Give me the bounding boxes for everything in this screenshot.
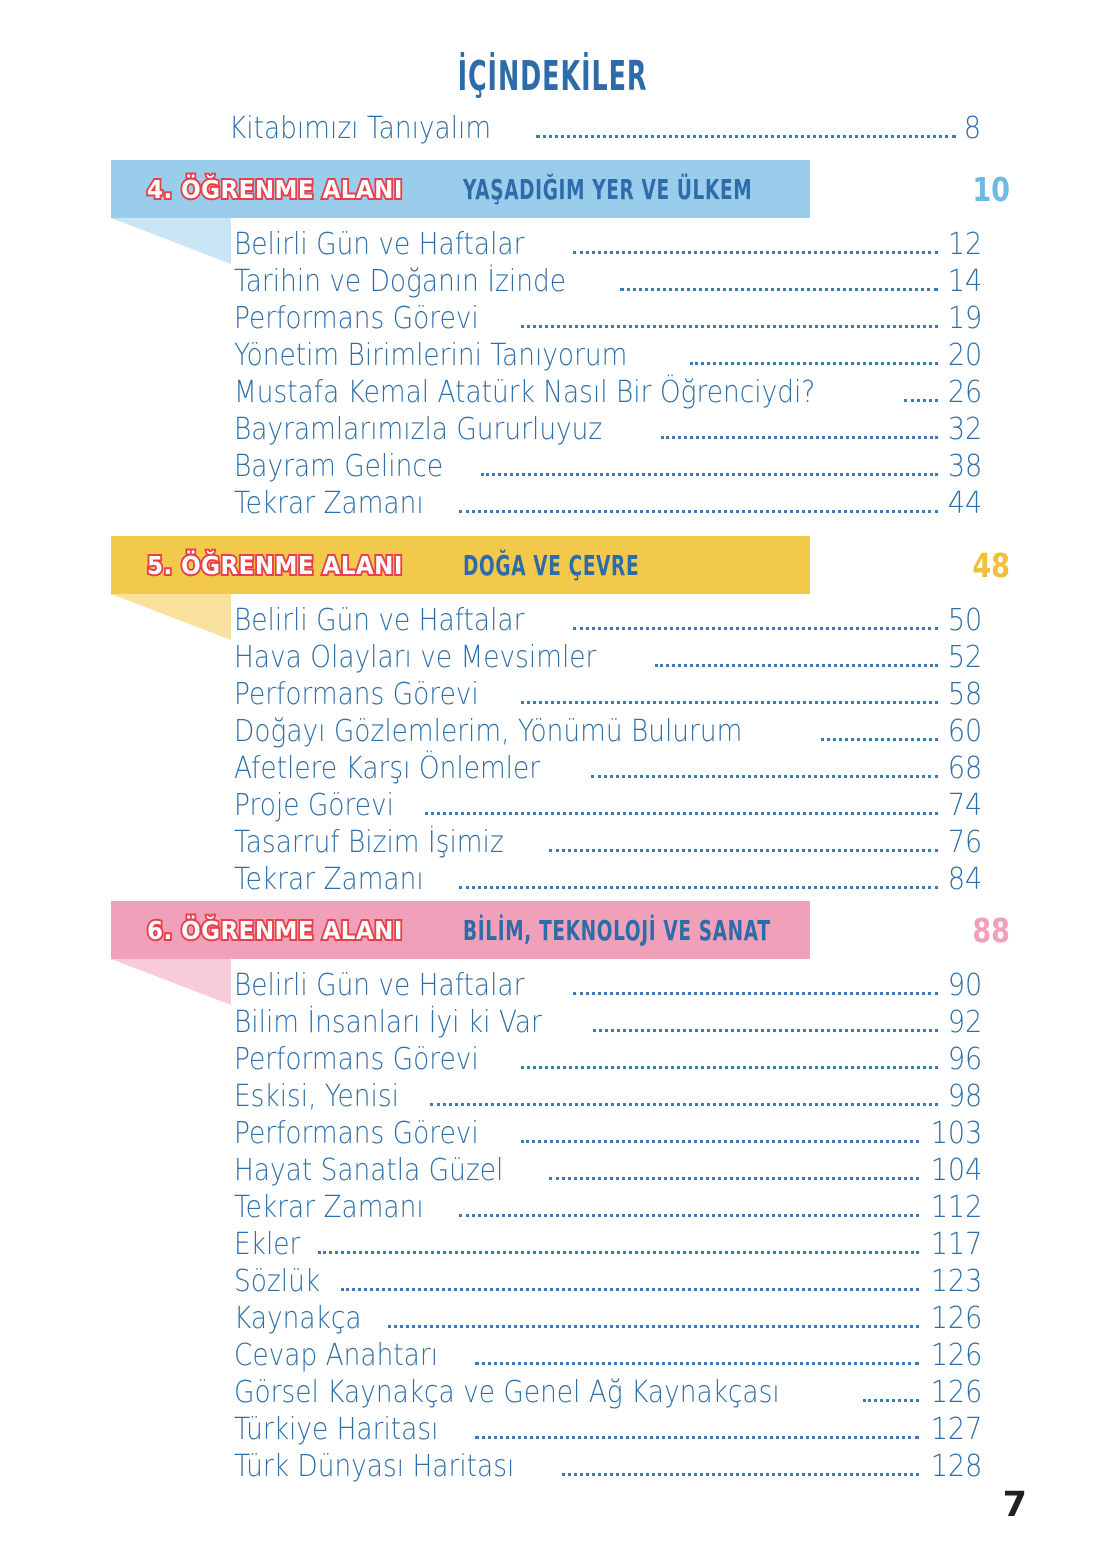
dot-leader: [863, 1399, 919, 1402]
section-banner[interactable]: [111, 536, 810, 594]
section-banner[interactable]: [111, 160, 810, 218]
toc-entry-page: 90: [947, 968, 982, 1003]
toc-entry-page: 44: [947, 486, 982, 521]
dot-leader: [521, 1066, 938, 1069]
toc-entry-page: 68: [947, 751, 982, 786]
toc-entry[interactable]: [234, 226, 982, 263]
toc-entry-page: 12: [947, 227, 982, 262]
dot-leader: [661, 436, 937, 439]
toc-entry-label: Hayat Sanatla Güzel: [234, 1153, 504, 1188]
section-banner[interactable]: [111, 901, 810, 959]
dot-leader: [904, 399, 938, 402]
toc-entry-page: 74: [947, 788, 982, 823]
dot-leader: [536, 135, 956, 138]
toc-entry[interactable]: [234, 448, 982, 485]
dot-leader: [388, 1325, 919, 1328]
toc-entry-page: 14: [947, 264, 982, 299]
toc-entry[interactable]: [234, 1041, 982, 1078]
toc-entry-page: 126: [930, 1375, 982, 1410]
toc-entry-page: 96: [947, 1042, 982, 1077]
dot-leader: [459, 510, 938, 513]
toc-entry-page: 52: [947, 640, 982, 675]
toc-entry-label: Tekrar Zamanı: [234, 862, 424, 897]
toc-entry[interactable]: [234, 1300, 982, 1337]
toc-entry[interactable]: [234, 713, 982, 750]
dot-leader: [430, 1103, 937, 1106]
toc-entry[interactable]: [234, 485, 982, 522]
section-ogrenme-alani-6: [0, 901, 1105, 1485]
toc-entry[interactable]: [234, 1004, 982, 1041]
toc-entry-label: Tekrar Zamanı: [234, 1190, 424, 1225]
toc-entry[interactable]: [234, 1263, 982, 1300]
dot-leader: [459, 1214, 919, 1217]
section-banner-wrap: [0, 160, 1105, 222]
toc-entry[interactable]: [234, 602, 982, 639]
toc-entry-label: Afetlere Karşı Önlemler: [234, 751, 541, 786]
dot-leader: [521, 701, 938, 704]
toc-entry-label: Eskisi, Yenisi: [234, 1079, 399, 1114]
toc-entry-page: 117: [930, 1227, 982, 1262]
dot-leader: [521, 1140, 919, 1143]
section-banner-wrap: [0, 536, 1105, 598]
dot-leader: [521, 325, 938, 328]
toc-entry-label: Türk Dünyası Haritası: [234, 1449, 515, 1484]
section-alan-label: 6. ÖĞRENME ALANI: [147, 915, 403, 945]
dot-leader: [318, 1251, 918, 1254]
page-title: İÇİNDEKİLER: [457, 52, 648, 100]
section-alan-title: YAŞADIĞIM YER VE ÜLKEM: [463, 172, 753, 206]
toc-entry-page: 98: [947, 1079, 982, 1114]
dot-leader: [655, 664, 938, 667]
dot-leader: [573, 992, 938, 995]
toc-entry-label: Tarihin ve Doğanın İzinde: [234, 264, 566, 299]
section-ogrenme-alani-4: [0, 160, 1105, 522]
toc-entry-page: 50: [947, 603, 982, 638]
toc-entry-label: Belirli Gün ve Haftalar: [234, 603, 525, 638]
toc-entry-page: 128: [930, 1449, 982, 1484]
toc-entry[interactable]: [234, 411, 982, 448]
dot-leader: [562, 1473, 919, 1476]
section-alan-label: 4. ÖĞRENME ALANI: [147, 174, 403, 204]
toc-entry-page: 32: [947, 412, 982, 447]
dot-leader: [573, 251, 938, 254]
toc-entry[interactable]: [234, 861, 982, 898]
section-alan-title: BİLİM, TEKNOLOJİ VE SANAT: [463, 913, 771, 947]
toc-entry-page: 126: [930, 1301, 982, 1336]
toc-entry-label: Performans Görevi: [234, 301, 479, 336]
dot-leader: [459, 886, 938, 889]
toc-entry-label: Tasarruf Bizim İşimiz: [234, 825, 504, 860]
section-page-number: 48: [972, 545, 1010, 585]
section-alan-label: 5. ÖĞRENME ALANI: [147, 550, 403, 580]
toc-entry-page: 84: [947, 862, 982, 897]
toc-entry[interactable]: [234, 824, 982, 861]
toc-entry-label: Sözlük: [234, 1264, 321, 1299]
dot-leader: [549, 1177, 919, 1180]
toc-entry-page: 20: [947, 338, 982, 373]
toc-entry-page: 126: [930, 1338, 982, 1373]
toc-entry-page: 92: [947, 1005, 982, 1040]
dot-leader: [821, 738, 938, 741]
toc-entry-label: Tekrar Zamanı: [234, 486, 424, 521]
toc-entry-page: 103: [930, 1116, 982, 1151]
toc-entry-label: Türkiye Haritası: [234, 1412, 439, 1447]
toc-entry-label: Kitabımızı Tanıyalım: [229, 111, 492, 146]
dot-leader: [690, 362, 938, 365]
toc-entry[interactable]: [234, 750, 982, 787]
toc-entry[interactable]: [234, 374, 982, 411]
toc-entry-page: 26: [947, 375, 982, 410]
dot-leader: [620, 288, 938, 291]
toc-entry[interactable]: [234, 337, 982, 374]
toc-entry-page: 123: [930, 1264, 982, 1299]
toc-entry-label: Mustafa Kemal Atatürk Nasıl Bir Öğrenciydi?: [234, 375, 816, 410]
dot-leader: [425, 812, 938, 815]
toc-entry-label: Bayram Gelince: [234, 449, 444, 484]
toc-entry[interactable]: [234, 1115, 982, 1152]
toc-entry[interactable]: [234, 300, 982, 337]
dot-leader: [573, 627, 938, 630]
toc-entry-intro[interactable]: [229, 110, 981, 147]
toc-entry-page: 127: [930, 1412, 982, 1447]
section-alan-title: DOĞA VE ÇEVRE: [463, 548, 640, 582]
toc-entry-label: Bilim İnsanları İyi ki Var: [234, 1005, 542, 1040]
toc-entry-page: 38: [947, 449, 982, 484]
toc-entry-label: Performans Görevi: [234, 1042, 479, 1077]
toc-entry[interactable]: [234, 676, 982, 713]
page-folio: 7: [1002, 1485, 1027, 1525]
toc-entry[interactable]: [234, 1078, 982, 1115]
section-entry-list: [0, 598, 1105, 898]
toc-entry[interactable]: [234, 1152, 982, 1189]
toc-entry[interactable]: [234, 967, 982, 1004]
toc-entry[interactable]: [234, 1189, 982, 1226]
section-banner-wrap: [0, 901, 1105, 963]
toc-entry-label: Proje Görevi: [234, 788, 394, 823]
section-page-number: 10: [972, 169, 1010, 209]
dot-leader: [475, 1436, 918, 1439]
toc-entry[interactable]: [234, 787, 982, 824]
toc-entry-page: 19: [947, 301, 982, 336]
toc-entry[interactable]: [234, 1374, 982, 1411]
toc-entry-label: Belirli Gün ve Haftalar: [234, 968, 525, 1003]
section-page-number: 88: [972, 910, 1010, 950]
toc-entry[interactable]: [234, 1448, 982, 1485]
toc-entry-label: Görsel Kaynakça ve Genel Ağ Kaynakçası: [234, 1375, 780, 1410]
dot-leader: [481, 473, 938, 476]
toc-entry[interactable]: [234, 1337, 982, 1374]
section-entry-list: [0, 222, 1105, 522]
section-ogrenme-alani-5: [0, 536, 1105, 898]
toc-entry[interactable]: [234, 1411, 982, 1448]
dot-leader: [549, 849, 937, 852]
dot-leader: [341, 1288, 919, 1291]
toc-entry-label: Kaynakça: [234, 1301, 362, 1336]
toc-entry-page: 60: [947, 714, 982, 749]
dot-leader: [591, 775, 938, 778]
toc-entry-label: Doğayı Gözlemlerim, Yönümü Bulurum: [234, 714, 743, 749]
toc-entry-label: Performans Görevi: [234, 1116, 479, 1151]
toc-entry-label: Belirli Gün ve Haftalar: [234, 227, 525, 262]
toc-entry-page: 104: [930, 1153, 982, 1188]
toc-entry-page: 58: [947, 677, 982, 712]
toc-entry-page: 8: [963, 111, 981, 146]
toc-entry-label: Performans Görevi: [234, 677, 479, 712]
toc-entry[interactable]: [234, 263, 982, 300]
toc-entry[interactable]: [234, 639, 982, 676]
toc-entry-page: 112: [930, 1190, 982, 1225]
dot-leader: [593, 1029, 938, 1032]
toc-entry-label: Bayramlarımızla Gururluyuz: [234, 412, 603, 447]
toc-entry-label: Hava Olayları ve Mevsimler: [234, 640, 597, 675]
toc-entry-page: 76: [947, 825, 982, 860]
section-entry-list: [0, 963, 1105, 1485]
toc-entry-label: Cevap Anahtarı: [234, 1338, 439, 1373]
toc-entry-label: Ekler: [234, 1227, 301, 1262]
toc-entry[interactable]: [234, 1226, 982, 1263]
dot-leader: [475, 1362, 919, 1365]
toc-entry-label: Yönetim Birimlerini Tanıyorum: [234, 338, 628, 373]
